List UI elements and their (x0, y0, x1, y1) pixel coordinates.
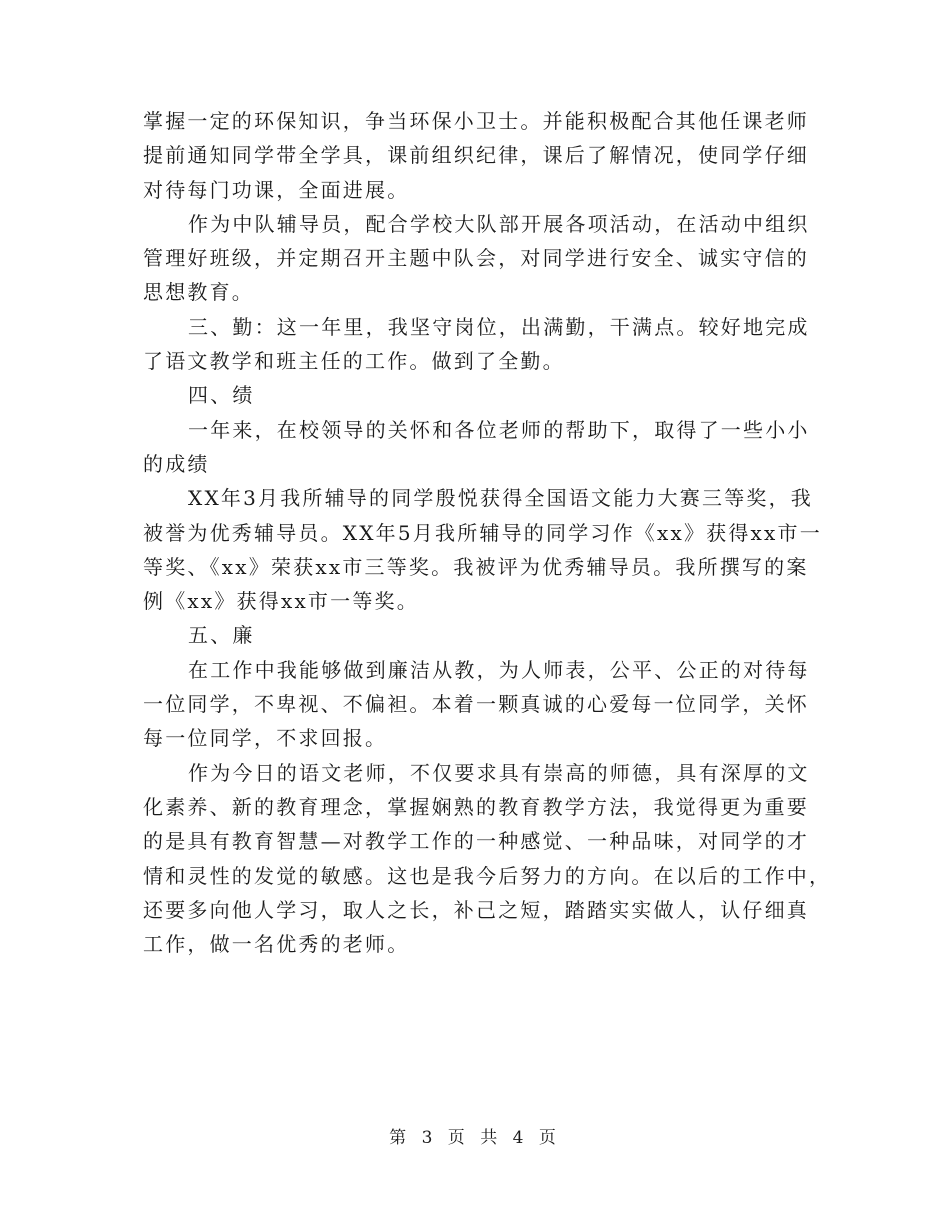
text-line: 在工作中我能够做到廉洁从教，为人师表，公平、公正的对待每 (188, 657, 810, 682)
text-line: XX年3月我所辅导的同学殷悦获得全国语文能力大赛三等奖，我 (188, 486, 814, 511)
text-line: 被誉为优秀辅导员。XX年5月我所辅导的同学习作《xx》获得xx市一 (143, 520, 822, 545)
text-line: 一年来，在校领导的关怀和各位老师的帮助下，取得了一些小小 (188, 417, 810, 442)
text-line: 作为今日的语文老师，不仅要求具有崇高的师德，具有深厚的文 (188, 760, 810, 785)
document-body (143, 104, 832, 961)
text-line: 等奖、《xx》荣获xx市三等奖。我被评为优秀辅导员。我所撰写的案 (143, 554, 809, 579)
text-line: 工作，做一名优秀的老师。 (143, 932, 410, 957)
text-line: 五、廉 (188, 623, 255, 648)
text-line: 化素养、新的教育理念，掌握娴熟的教育教学方法，我觉得更为重要 (143, 794, 809, 819)
text-line: 例《xx》获得xx市一等奖。 (143, 589, 419, 614)
text-line: 一位同学，不卑视、不偏袒。本着一颗真诚的心爱每一位同学，关怀 (143, 692, 809, 717)
text-line: 思想教育。 (143, 280, 254, 305)
text-line: 每一位同学，不求回报。 (143, 726, 388, 751)
page-number-footer: 第 3 页 共 4 页 (389, 1128, 561, 1148)
text-line: 管理好班级，并定期召开主题中队会，对同学进行安全、诚实守信的 (143, 246, 809, 271)
text-line: 提前通知同学带全学具，课前组织纪律，课后了解情况，使同学仔细 (143, 143, 809, 168)
text-line: 的成绩 (143, 451, 210, 476)
text-line: 掌握一定的环保知识，争当环保小卫士。并能积极配合其他任课老师 (143, 109, 809, 133)
text-line: 的是具有教育智慧—对教学工作的一种感觉、一种品味，对同学的才 (143, 829, 809, 854)
text-line: 四、绩 (188, 383, 255, 408)
text-line: 对待每门功课，全面进展。 (143, 177, 410, 202)
text-line: 作为中队辅导员，配合学校大队部开展各项活动，在活动中组织 (188, 211, 810, 236)
text-line: 三、勤：这一年里，我坚守岗位，出满勤，干满点。较好地完成 (188, 314, 810, 339)
text-line: 了语文教学和班主任的工作。做到了全勤。 (143, 349, 565, 374)
text-line: 情和灵性的发觉的敏感。这也是我今后努力的方向。在以后的工作中， (143, 863, 832, 888)
text-line: 还要多向他人学习，取人之长，补己之短，踏踏实实做人，认仔细真 (143, 897, 809, 922)
